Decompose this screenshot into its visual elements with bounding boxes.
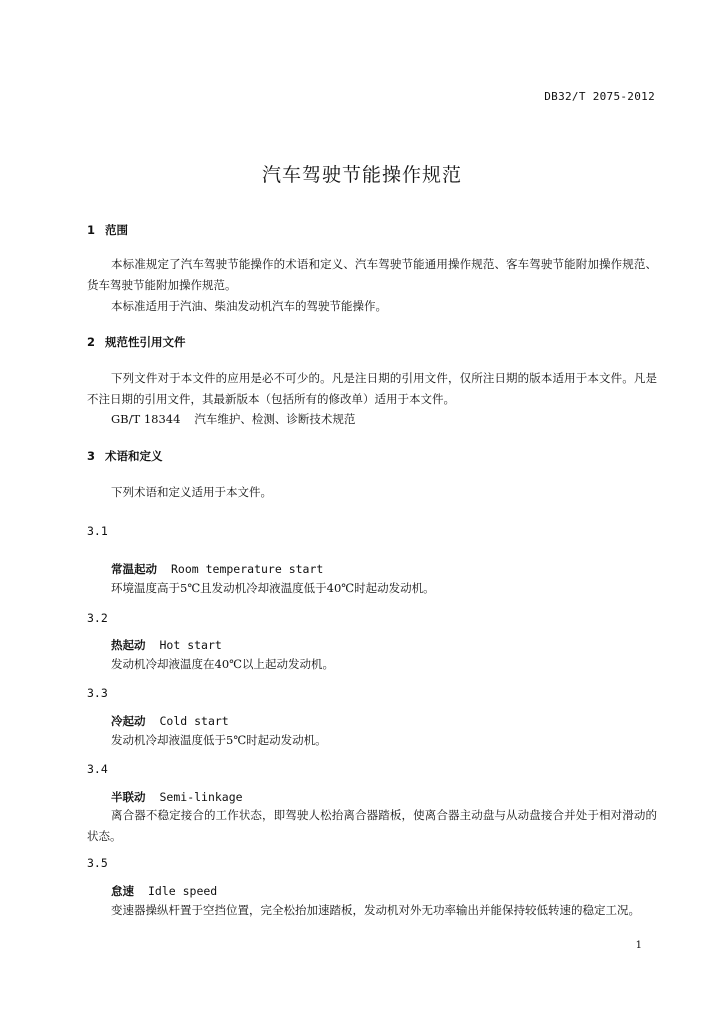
- term-heading: [111, 637, 222, 653]
- term-definition: 离合器不稳定接合的工作状态，即驾驶人松抬离合器踏板，使离合器主动盘与从动盘接合并处于相对滑动的状态。: [87, 808, 657, 843]
- paragraph: 本标准规定了汽车驾驶节能操作的术语和定义、汽车驾驶节能通用操作规范、客车驾驶节能附加操作规范、货车驾驶节能附加操作规范。: [87, 257, 657, 292]
- document-title: 汽车驾驶节能操作规范: [261, 164, 462, 186]
- section-number: 3: [87, 449, 96, 463]
- reference-title: 汽车维护、检测、诊断技术规范: [194, 412, 356, 426]
- section-title: 术语和定义: [105, 449, 163, 463]
- term-number: 3.1: [87, 524, 108, 538]
- section-number: 2: [87, 335, 96, 349]
- term-chinese: 热起动: [111, 638, 146, 652]
- section-heading: [87, 222, 128, 238]
- term-heading: [111, 561, 323, 577]
- term-chinese: 半联动: [111, 790, 146, 804]
- section-title: 范围: [105, 223, 128, 237]
- term-number: 3.5: [87, 856, 108, 870]
- term-english: Hot start: [159, 638, 222, 652]
- term-english: Room temperature start: [171, 562, 324, 576]
- section-heading: [87, 448, 163, 464]
- term-chinese: 怠速: [111, 884, 134, 898]
- reference-code: GB/T 18344: [111, 412, 181, 426]
- standard-code: DB32/T 2075-2012: [544, 90, 655, 103]
- section-heading: [87, 334, 186, 350]
- term-english: Semi-linkage: [159, 790, 243, 804]
- term-heading: [111, 713, 229, 729]
- term-number: 3.2: [87, 611, 108, 625]
- section-number: 1: [87, 223, 96, 237]
- term-english: Idle speed: [148, 884, 218, 898]
- term-chinese: 冷起动: [111, 714, 146, 728]
- paragraph: 本标准适用于汽油、柴油发动机汽车的驾驶节能操作。: [111, 299, 387, 313]
- term-heading: [111, 789, 243, 805]
- paragraph: 下列术语和定义适用于本文件。: [111, 485, 272, 499]
- term-heading: [111, 883, 217, 899]
- page-number: 1: [635, 940, 642, 951]
- term-definition: 发动机冷却液温度低于5℃时起动发动机。: [111, 733, 327, 747]
- term-definition: 环境温度高于5℃且发动机冷却液温度低于40℃时起动发动机。: [111, 581, 435, 595]
- term-english: Cold start: [159, 714, 229, 728]
- term-chinese: 常温起动: [111, 562, 157, 576]
- term-number: 3.4: [87, 762, 108, 776]
- term-number: 3.3: [87, 686, 108, 700]
- term-definition: 发动机冷却液温度在40℃以上起动发动机。: [111, 657, 334, 671]
- paragraph: 下列文件对于本文件的应用是必不可少的。凡是注日期的引用文件，仅所注日期的版本适用于本文件。凡是不注日期的引用文件，其最新版本（包括所有的修改单）适用于本文件。: [87, 371, 657, 406]
- term-definition: 变速器操纵杆置于空挡位置，完全松抬加速踏板，发动机对外无功率输出并能保持较低转速的稳定工况。: [111, 903, 640, 917]
- normative-reference: [87, 409, 657, 430]
- section-title: 规范性引用文件: [105, 335, 186, 349]
